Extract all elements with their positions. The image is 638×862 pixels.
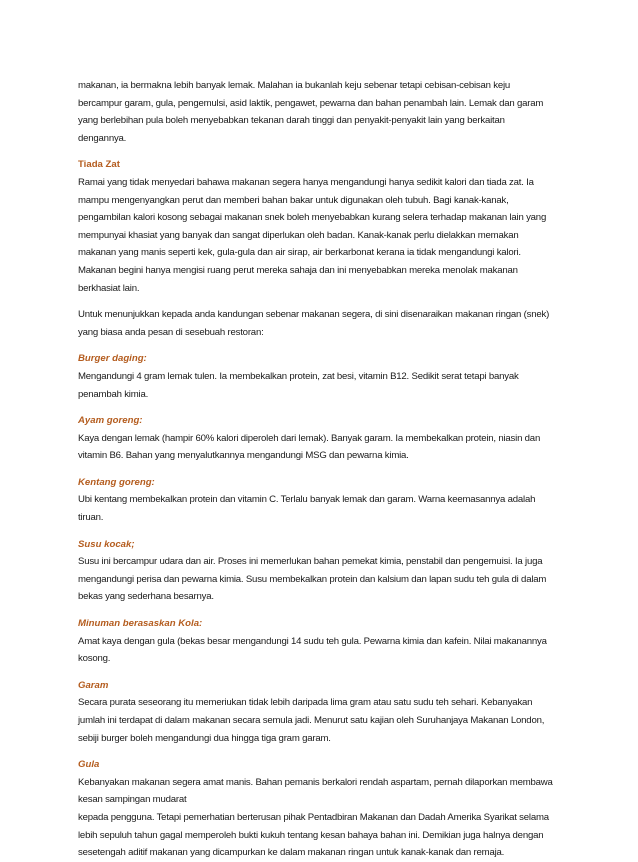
text-line: Mengandungi 4 gram lemak tulen. Ia membekalkan protein, zat besi, vitamin B12. Sedikit serat tetapi banyak: [78, 370, 519, 382]
text-line: pengambilan kalori kosong sebagai makanan snek boleh menyebabkan kurang selera terhadap makanan lain yang: [78, 212, 547, 224]
snack-intro-section: [78, 306, 562, 341]
section-heading: Tiada Zat: [78, 159, 120, 171]
text-line: Amat kaya dengan gula (bekas besar mengandungi 14 sudu teh gula. Pewarna kimia dan kafein. Nilai makanannya: [78, 635, 547, 647]
text-line: bercampur garam, gula, pengemulsi, asid laktik, pengawet, pewarna dan bahan penambah lain. Lemak dan garam: [78, 97, 544, 109]
text-line: makanan yang manis seperti kek, gula-gula dan air sirap, air berkarbonat kerana ia tidak mengandungi kalori.: [78, 247, 521, 259]
text-line: kesan sampingan mudarat: [78, 794, 187, 806]
text-line: lebih sepuluh tahun gagal memperoleh bukti kukuh tentang kesan bahaya bahan ini. Demikian juga halnya dengan: [78, 829, 544, 841]
section-garam: [78, 677, 562, 747]
section-minuman-kola: [78, 615, 562, 668]
text-line: berkhasiat lain.: [78, 282, 140, 294]
section-heading: Kentang goreng:: [78, 476, 155, 488]
intro-paragraph: [78, 77, 562, 147]
text-line: sesetengah aditif makanan yang dicampurkan ke dalam makanan ringan untuk kanak-kanak dan remaja.: [78, 847, 505, 859]
text-line: Makanan begini hanya mengisi ruang perut mereka sahaja dan ini menyebabkan mereka menolak makanan: [78, 264, 518, 276]
text-line: Untuk menunjukkan kepada anda kandungan sebenar makanan segera, di sini disenaraikan makanan ringan (snek): [78, 309, 550, 321]
section-heading: Minuman berasaskan Kola:: [78, 618, 203, 630]
text-line: kosong.: [78, 653, 111, 665]
section-susu-kocak: [78, 536, 562, 606]
text-line: Susu ini bercampur udara dan air. Proses ini memerlukan bahan pemekat kimia, penstabil dan pengemuisi. Ia juga: [78, 556, 543, 568]
text-line: jumlah ini terdapat di dalam makanan secara semula jadi. Menurut satu kajian oleh Suruhanjaya Makanan London,: [78, 715, 545, 726]
section-paragraph: [78, 553, 562, 606]
section-gula: [78, 756, 562, 862]
section-paragraph: [78, 694, 562, 747]
snack-intro-paragraph: [78, 306, 562, 341]
text-line: mempunyai khasiat yang banyak dan sangat diperlukan oleh badan. Kanak-kanak perlu dielakkan memakan: [78, 229, 519, 241]
section-burger: [78, 350, 562, 403]
text-line: Secara purata seseorang itu memeriukan tidak lebih daripada lima gram atau satu sudu teh sehari. Kebanyakan: [78, 697, 533, 709]
section-tiada-zat: [78, 156, 562, 297]
section-heading: Susu kocak;: [78, 538, 135, 550]
section-heading: Garam: [78, 679, 109, 691]
section-paragraph: [78, 430, 562, 465]
section-paragraph: [78, 174, 562, 297]
section-heading: Burger daging:: [78, 353, 147, 365]
text-line: bekas yang sederhana besarnya.: [78, 591, 214, 603]
section-paragraph: [78, 633, 562, 668]
text-line: Ramai yang tidak menyedari bahawa makanan segera hanya mengandungi hanya sedikit kalori dan tiada zat. Ia: [78, 176, 534, 188]
text-line: Kebanyakan makanan segera amat manis. Bahan pemanis berkalori rendah aspartam, pernah dilaporkan membawa: [78, 776, 553, 788]
document-body: [78, 77, 562, 862]
section-kentang-goreng: [78, 474, 562, 527]
text-line: penambah kimia.: [78, 388, 149, 400]
text-line: tiruan.: [78, 512, 104, 524]
section-heading: Gula: [78, 759, 100, 771]
text-line: yang berlebihan pula boleh menyebabkan tekanan darah tinggi dan penyakit-penyakit lain yang berkaitan: [78, 115, 505, 127]
text-line: vitamin B6. Bahan yang menyalutkannya mengandungi MSG dan pewarna kimia.: [78, 450, 409, 462]
section-paragraph: [78, 491, 562, 526]
text-line: Kaya dengan lemak (hampir 60% kalori diperoleh dari lemak). Banyak garam. Ia membekalkan protein, niasin dan: [78, 432, 541, 444]
text-line: yang biasa anda pesan di sesebuah restoran:: [78, 326, 264, 338]
text-line: makanan, ia bermakna lebih banyak lemak. Malahan ia bukanlah keju sebenar tetapi cebisan-cebisan keju: [78, 80, 511, 91]
text-line: sebiji burger boleh mengandungi dua hingga tiga gram garam.: [78, 732, 331, 744]
text-line: dengannya.: [78, 132, 127, 144]
section-ayam-goreng: [78, 412, 562, 465]
section-heading: Ayam goreng:: [78, 415, 143, 427]
text-line: mampu mengenyangkan perut dan memberi bahan bakar untuk digunakan oleh tubuh. Bagi kanak-kanak,: [78, 194, 509, 206]
section-paragraph: [78, 368, 562, 403]
text-line: Ubi kentang membekalkan protein dan vitamin C. Terlalu banyak lemak dan garam. Warna keemasannya adalah: [78, 494, 536, 506]
intro-section: [78, 77, 562, 147]
text-line: kepada pengguna. Tetapi pemerhatian berterusan pihak Pentadbiran Makanan dan Dadah Amerika Syarikat selama: [78, 811, 549, 823]
section-paragraph: [78, 774, 562, 862]
text-line: mengandungi perisa dan pewarna kimia. Susu membekalkan protein dan kalsium dan lapan sudu teh gula di dalam: [78, 573, 547, 585]
